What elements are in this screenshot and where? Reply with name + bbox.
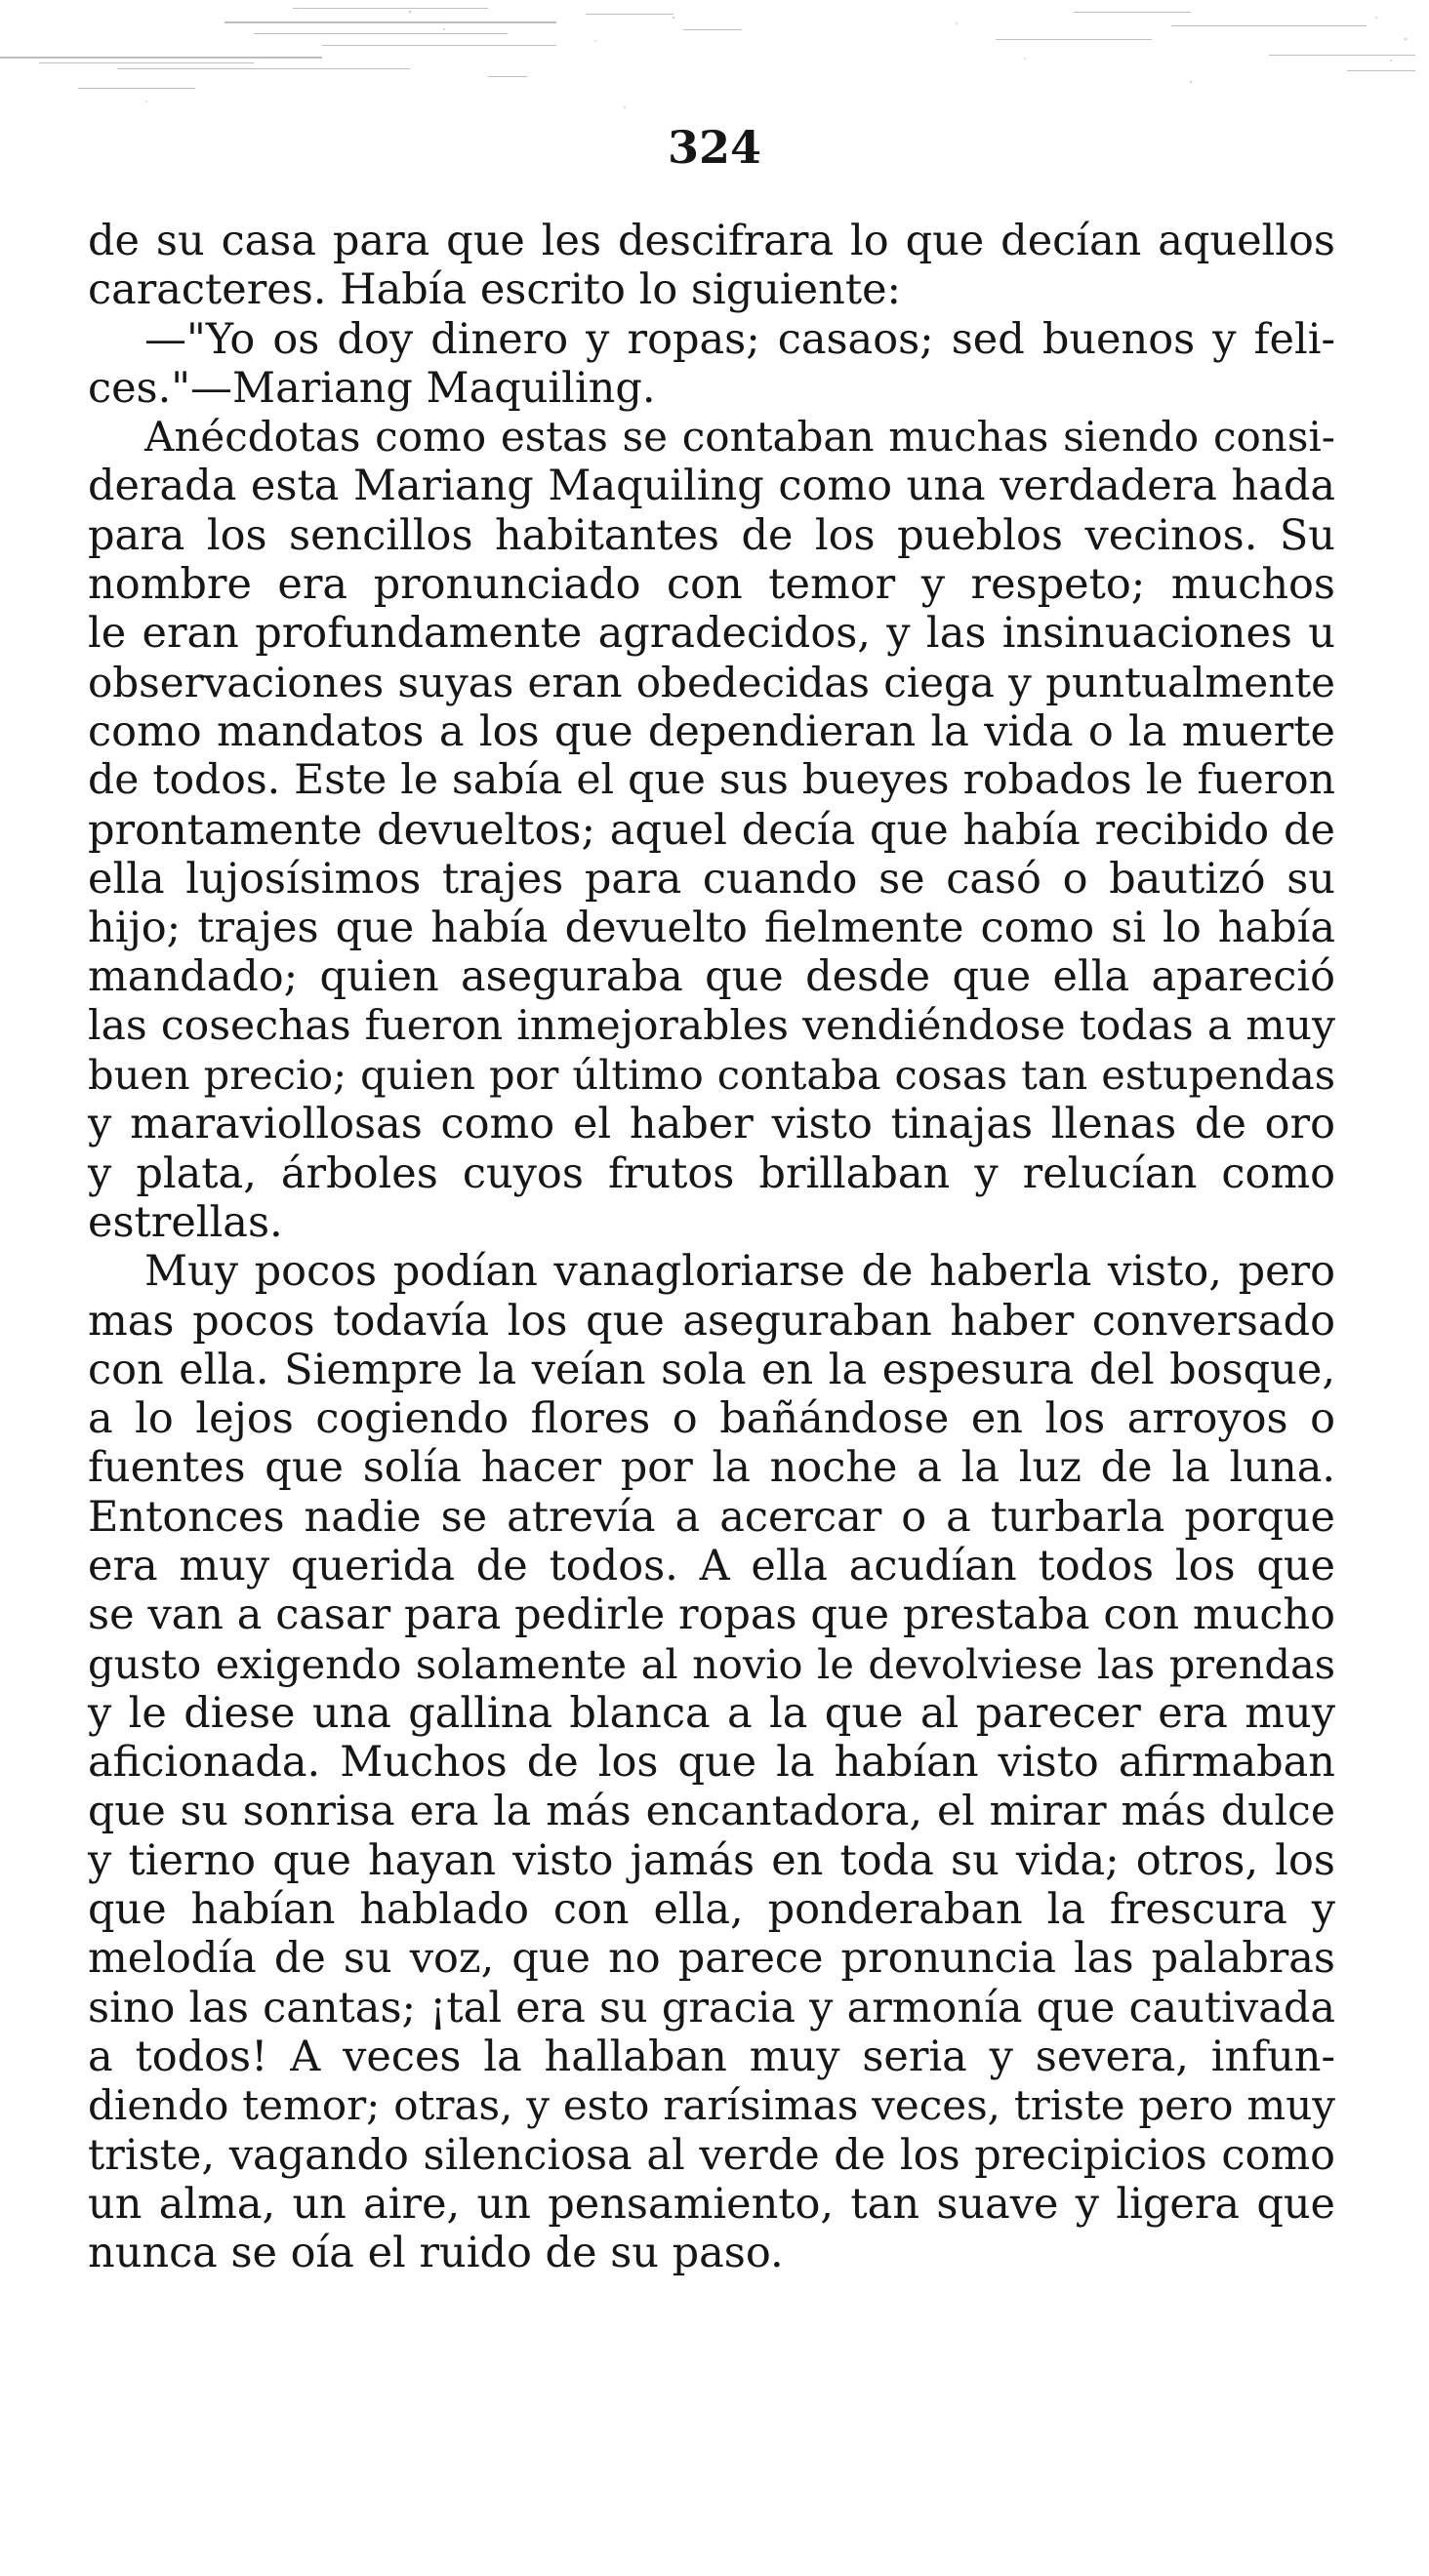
- text-line: y plata, árboles cuyos frutos brillaban y relucían como: [88, 1148, 1335, 1198]
- text-line: sino las cantas; ¡tal era su gracia y armonía que cautivada: [88, 1983, 1335, 2033]
- text-line: gusto exigendo solamente al novio le devolviese las prendas: [88, 1639, 1335, 1688]
- text-line: fuentes que solía hacer por la noche a la luz de la luna.: [88, 1443, 1335, 1493]
- text-line: de su casa para que les descifrara lo que decían aquellos: [88, 217, 1335, 265]
- text-line: diendo temor; otras, y esto rarísimas veces, triste pero muy: [88, 2081, 1335, 2130]
- text-line: mas pocos todavía los que aseguraban haber conversado: [88, 1296, 1335, 1346]
- page-number: 324: [667, 121, 762, 174]
- text-line: —"Yo os doy dinero y ropas; casaos; sed buenos y feli-: [144, 314, 1335, 364]
- text-line: nunca se oía el ruido de su paso.: [88, 2229, 784, 2278]
- text-line: para los sencillos habitantes de los pueblos vecinos. Su: [88, 510, 1335, 560]
- text-line: que habían hablado con ella, ponderaban la frescura y: [88, 1885, 1335, 1935]
- text-line: que su sonrisa era la más encantadora, el mirar más dulce: [88, 1787, 1335, 1835]
- text-line: prontamente devueltos; aquel decía que había recibido de: [88, 805, 1335, 855]
- text-line: melodía de su voz, que no parece pronuncia las palabras: [88, 1934, 1335, 1984]
- text-line: Anécdotas como estas se contaban muchas siendo consi-: [144, 413, 1335, 462]
- body-text: [88, 217, 1335, 2277]
- text-line: Entonces nadie se atrevía a acercar o a turbarla porque: [88, 1492, 1335, 1542]
- text-line: y le diese una gallina blanca a la que al parecer era muy: [88, 1688, 1335, 1738]
- text-line: aficionada. Muchos de los que la habían visto afirmaban: [88, 1738, 1335, 1788]
- text-line: ella lujosísimos trajes para cuando se casó o bautizó su: [88, 854, 1335, 904]
- text-line: hijo; trajes que había devuelto fielmente como si lo había: [88, 904, 1335, 953]
- text-line: como mandatos a los que dependieran la vida o la muerte: [88, 706, 1335, 756]
- text-line: de todos. Este le sabía el que sus bueyes robados le fueron: [88, 756, 1335, 805]
- text-line: Muy pocos podían vanagloriarse de haberla visto, pero: [144, 1247, 1335, 1297]
- text-line: y maraviollosas como el haber visto tinajas llenas de oro: [88, 1100, 1335, 1149]
- text-line: con ella. Siempre la veían sola en la espesura del bosque,: [88, 1345, 1335, 1394]
- text-line: un alma, un aire, un pensamiento, tan suave y ligera que: [88, 2179, 1335, 2229]
- text-line: a todos! A veces la hallaban muy seria y severa, infun-: [88, 2032, 1335, 2081]
- text-line: derada esta Mariang Maquiling como una verdadera hada: [88, 462, 1335, 511]
- text-line: a lo lejos cogiendo flores o bañándose en los arroyos o: [88, 1394, 1335, 1444]
- text-line: era muy querida de todos. A ella acudían todos los que: [88, 1542, 1335, 1591]
- text-line: las cosechas fueron inmejorables vendiéndose todas a muy: [88, 1001, 1335, 1050]
- text-line: buen precio; quien por último contaba cosas tan estupendas: [88, 1051, 1335, 1100]
- text-line: y tierno que hayan visto jamás en toda su vida; otros, los: [88, 1835, 1335, 1885]
- text-line: se van a casar para pedirle ropas que prestaba con mucho: [88, 1590, 1335, 1640]
- text-line: triste, vagando silenciosa al verde de los precipicios como: [88, 2130, 1335, 2180]
- text-line: estrellas.: [88, 1197, 283, 1247]
- text-line: le eran profundamente agradecidos, y las insinuaciones u: [88, 609, 1335, 659]
- text-line: observaciones suyas eran obedecidas ciega y puntualmente: [88, 658, 1335, 706]
- text-line: ces."—Mariang Maquiling.: [88, 363, 656, 413]
- text-line: mandado; quien aseguraba que desde que ella apareció: [88, 952, 1335, 1002]
- text-line: nombre era pronunciado con temor y respeto; muchos: [88, 560, 1335, 610]
- text-line: caracteres. Había escrito lo siguiente:: [88, 265, 902, 315]
